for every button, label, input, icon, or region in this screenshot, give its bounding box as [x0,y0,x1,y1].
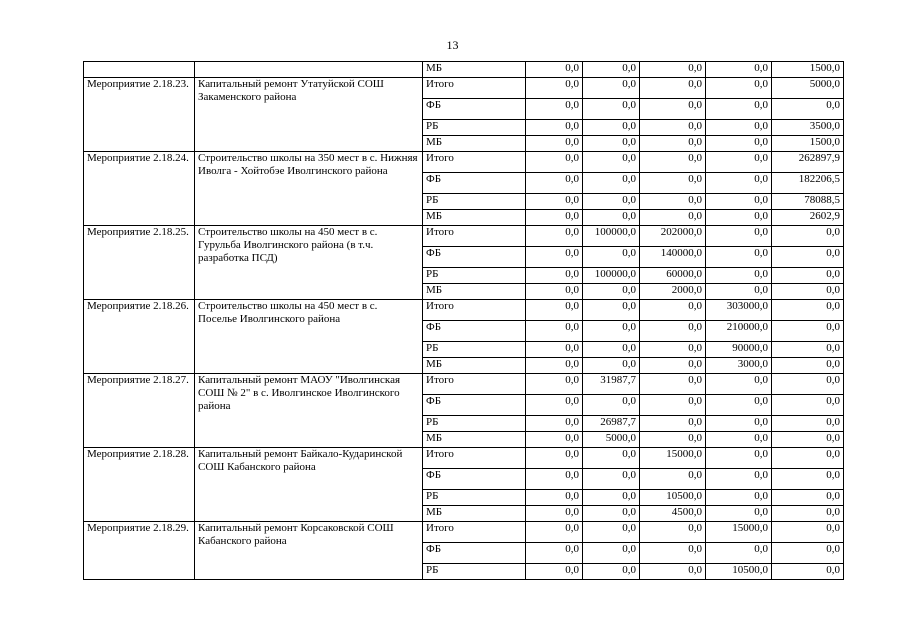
value-cell: 0,0 [583,448,640,469]
value-cell: 0,0 [526,62,583,78]
value-cell: 0,0 [706,469,772,490]
value-cell: 0,0 [772,284,844,300]
source-cell: РБ [423,490,526,506]
value-cell: 0,0 [772,226,844,247]
measure-name: Мероприятие 2.18.26. [84,300,195,374]
value-cell: 0,0 [526,543,583,564]
value-cell: 0,0 [640,432,706,448]
value-cell: 1500,0 [772,62,844,78]
value-cell: 0,0 [706,136,772,152]
value-cell: 0,0 [706,62,772,78]
value-cell: 0,0 [583,543,640,564]
source-cell: ФБ [423,395,526,416]
measure-description: Капитальный ремонт Байкало-Кударинской СОШ Кабанского района [195,448,423,522]
source-cell: РБ [423,416,526,432]
name-cell [84,62,195,78]
value-cell: 0,0 [583,194,640,210]
value-cell: 0,0 [526,173,583,194]
source-cell: Итого [423,300,526,321]
value-cell: 0,0 [640,173,706,194]
value-cell: 182206,5 [772,173,844,194]
value-cell: 0,0 [526,416,583,432]
value-cell: 78088,5 [772,194,844,210]
value-cell: 0,0 [640,416,706,432]
value-cell: 10500,0 [706,564,772,580]
table-row [84,300,844,321]
value-cell: 140000,0 [640,247,706,268]
value-cell: 0,0 [706,506,772,522]
source-cell: МБ [423,506,526,522]
value-cell: 0,0 [640,374,706,395]
value-cell: 0,0 [526,284,583,300]
source-cell: МБ [423,358,526,374]
measure-name: Мероприятие 2.18.25. [84,226,195,300]
value-cell: 210000,0 [706,321,772,342]
value-cell: 2000,0 [640,284,706,300]
value-cell: 0,0 [583,136,640,152]
value-cell: 0,0 [583,395,640,416]
value-cell: 0,0 [772,268,844,284]
value-cell: 0,0 [706,374,772,395]
value-cell: 0,0 [772,432,844,448]
value-cell: 100000,0 [583,268,640,284]
value-cell: 0,0 [526,247,583,268]
value-cell: 0,0 [706,247,772,268]
value-cell: 0,0 [583,78,640,99]
value-cell: 0,0 [526,490,583,506]
value-cell: 0,0 [583,358,640,374]
value-cell: 262897,9 [772,152,844,173]
value-cell: 0,0 [526,226,583,247]
value-cell: 0,0 [772,506,844,522]
table-row [84,226,844,247]
value-cell: 0,0 [772,543,844,564]
table-row [84,374,844,395]
value-cell: 0,0 [640,78,706,99]
source-cell: МБ [423,136,526,152]
value-cell: 0,0 [772,342,844,358]
value-cell: 0,0 [706,99,772,120]
value-cell: 0,0 [706,210,772,226]
source-cell: Итого [423,374,526,395]
value-cell: 0,0 [640,321,706,342]
value-cell: 0,0 [772,448,844,469]
value-cell: 202000,0 [640,226,706,247]
measure-description: Строительство школы на 450 мест в с. Поселье Иволгинского района [195,300,423,374]
value-cell: 0,0 [583,210,640,226]
source-cell: Итого [423,152,526,173]
value-cell: 60000,0 [640,268,706,284]
budget-table-body [84,62,844,580]
value-cell: 0,0 [640,120,706,136]
source-cell: ФБ [423,543,526,564]
value-cell: 0,0 [772,358,844,374]
value-cell: 3500,0 [772,120,844,136]
table-row [84,448,844,469]
value-cell: 5000,0 [583,432,640,448]
value-cell: 0,0 [526,78,583,99]
value-cell: 0,0 [640,522,706,543]
value-cell: 2602,9 [772,210,844,226]
value-cell: 0,0 [772,374,844,395]
value-cell: 0,0 [706,284,772,300]
value-cell: 0,0 [526,506,583,522]
value-cell: 0,0 [706,173,772,194]
measure-description: Капитальный ремонт МАОУ "Иволгинская СОШ № 2" в с. Иволгинское Иволгинского района [195,374,423,448]
value-cell: 3000,0 [706,358,772,374]
value-cell: 0,0 [526,300,583,321]
value-cell: 90000,0 [706,342,772,358]
measure-name: Мероприятие 2.18.24. [84,152,195,226]
source-cell: МБ [423,210,526,226]
source-cell: Итого [423,78,526,99]
value-cell: 0,0 [526,194,583,210]
value-cell: 0,0 [772,300,844,321]
value-cell: 0,0 [583,522,640,543]
value-cell: 4500,0 [640,506,706,522]
source-cell: РБ [423,120,526,136]
value-cell: 0,0 [706,226,772,247]
value-cell: 0,0 [772,564,844,580]
value-cell: 0,0 [706,152,772,173]
value-cell: 0,0 [706,432,772,448]
value-cell: 0,0 [772,522,844,543]
value-cell: 0,0 [526,136,583,152]
value-cell: 0,0 [583,99,640,120]
value-cell: 0,0 [583,342,640,358]
measure-description: Строительство школы на 450 мест в с. Гурульба Иволгинского района (в т.ч. разработка ПСД) [195,226,423,300]
value-cell: 0,0 [706,416,772,432]
measure-description: Строительство школы на 350 мест в с. Нижняя Иволга - Хойтобэе Иволгинского района [195,152,423,226]
table-row [84,522,844,543]
measure-name: Мероприятие 2.18.28. [84,448,195,522]
value-cell: 26987,7 [583,416,640,432]
value-cell: 0,0 [640,62,706,78]
source-cell: РБ [423,564,526,580]
value-cell: 0,0 [526,522,583,543]
table-row [84,62,844,78]
value-cell: 0,0 [583,469,640,490]
value-cell: 0,0 [526,564,583,580]
value-cell: 0,0 [583,152,640,173]
source-cell: РБ [423,194,526,210]
value-cell: 0,0 [640,469,706,490]
value-cell: 0,0 [706,395,772,416]
value-cell: 0,0 [583,321,640,342]
source-cell: Итого [423,226,526,247]
value-cell: 303000,0 [706,300,772,321]
value-cell: 0,0 [640,99,706,120]
measure-name: Мероприятие 2.18.27. [84,374,195,448]
source-cell: ФБ [423,469,526,490]
value-cell: 0,0 [583,284,640,300]
value-cell: 31987,7 [583,374,640,395]
value-cell: 1500,0 [772,136,844,152]
value-cell: 0,0 [583,564,640,580]
value-cell: 0,0 [640,194,706,210]
measure-name: Мероприятие 2.18.23. [84,78,195,152]
source-cell: МБ [423,284,526,300]
measure-description: Капитальный ремонт Корсаковской СОШ Кабанского района [195,522,423,580]
value-cell: 0,0 [772,490,844,506]
value-cell: 0,0 [772,469,844,490]
page-number: 13 [446,38,459,52]
value-cell: 0,0 [526,120,583,136]
source-cell: МБ [423,432,526,448]
value-cell: 0,0 [772,395,844,416]
value-cell: 0,0 [640,136,706,152]
value-cell: 0,0 [706,120,772,136]
measure-name: Мероприятие 2.18.29. [84,522,195,580]
source-cell: РБ [423,342,526,358]
value-cell: 0,0 [526,469,583,490]
value-cell: 0,0 [583,490,640,506]
value-cell: 0,0 [640,358,706,374]
table-row [84,78,844,99]
source-cell: ФБ [423,99,526,120]
value-cell: 0,0 [640,152,706,173]
source-cell: МБ [423,62,526,78]
value-cell: 0,0 [526,395,583,416]
table-row [84,152,844,173]
value-cell: 0,0 [583,120,640,136]
value-cell: 0,0 [526,432,583,448]
value-cell: 0,0 [772,247,844,268]
source-cell: ФБ [423,173,526,194]
value-cell: 0,0 [526,152,583,173]
value-cell: 0,0 [583,506,640,522]
source-cell: Итого [423,448,526,469]
value-cell: 0,0 [583,300,640,321]
value-cell: 0,0 [583,173,640,194]
value-cell: 0,0 [706,78,772,99]
value-cell: 10500,0 [640,490,706,506]
value-cell: 0,0 [526,268,583,284]
source-cell: Итого [423,522,526,543]
value-cell: 0,0 [640,543,706,564]
value-cell: 0,0 [526,210,583,226]
value-cell: 15000,0 [706,522,772,543]
value-cell: 0,0 [526,321,583,342]
value-cell: 0,0 [772,321,844,342]
budget-table [83,61,844,580]
value-cell: 0,0 [772,416,844,432]
value-cell: 0,0 [640,342,706,358]
value-cell: 100000,0 [583,226,640,247]
description-cell [195,62,423,78]
value-cell: 0,0 [526,358,583,374]
value-cell: 5000,0 [772,78,844,99]
source-cell: ФБ [423,321,526,342]
value-cell: 0,0 [526,448,583,469]
value-cell: 0,0 [583,247,640,268]
value-cell: 0,0 [640,564,706,580]
measure-description: Капитальный ремонт Утатуйской СОШ Закаменского района [195,78,423,152]
value-cell: 0,0 [526,342,583,358]
source-cell: РБ [423,268,526,284]
value-cell: 0,0 [640,300,706,321]
value-cell: 0,0 [706,194,772,210]
value-cell: 0,0 [706,448,772,469]
value-cell: 0,0 [526,374,583,395]
value-cell: 0,0 [640,210,706,226]
value-cell: 0,0 [772,99,844,120]
value-cell: 0,0 [706,268,772,284]
value-cell: 0,0 [706,543,772,564]
source-cell: ФБ [423,247,526,268]
value-cell: 15000,0 [640,448,706,469]
value-cell: 0,0 [640,395,706,416]
value-cell: 0,0 [526,99,583,120]
value-cell: 0,0 [706,490,772,506]
value-cell: 0,0 [583,62,640,78]
